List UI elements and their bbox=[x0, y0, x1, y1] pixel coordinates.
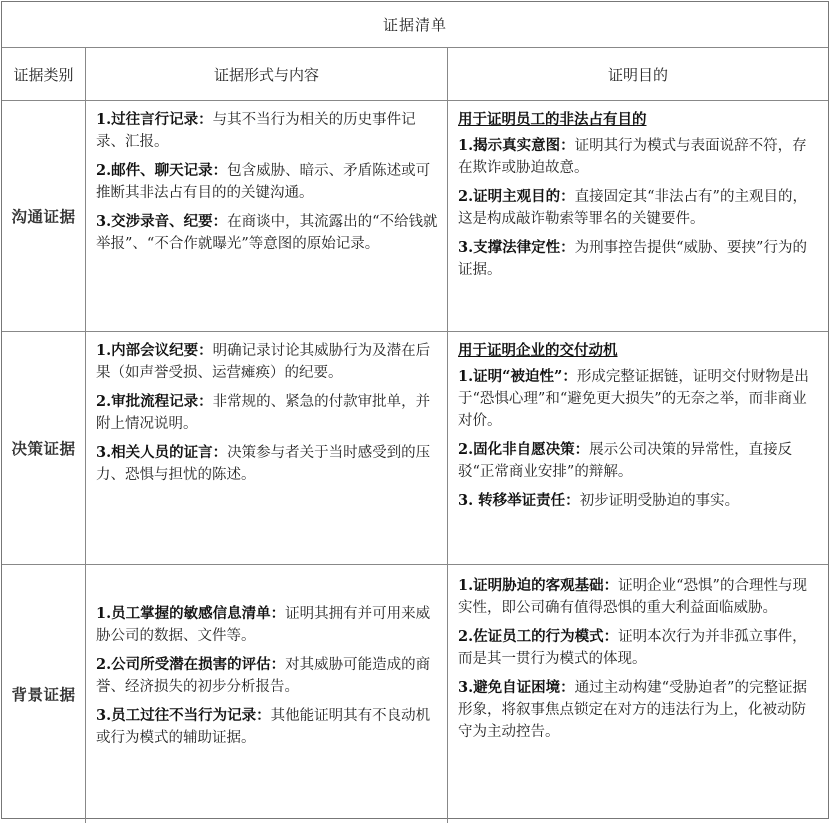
form-item: 2.公司所受潜在损害的评估：对其威胁可能造成的商誉、经济损失的初步分析报告。 bbox=[96, 656, 431, 695]
table-row bbox=[2, 101, 828, 332]
row-category: 背景证据 bbox=[2, 565, 86, 823]
table-row bbox=[2, 565, 828, 823]
form-item: 1.过往言行记录：与其不当行为相关的历史事件记录、汇报。 bbox=[96, 111, 416, 150]
form-item: 1.内部会议纪要：明确记录讨论其威胁行为及潜在后果（如声誉受损、运营瘫痪）的纪要。 bbox=[96, 342, 431, 381]
row-category: 决策证据 bbox=[2, 332, 86, 564]
purpose-item: 1.揭示真实意图：证明其行为模式与表面说辞不符，存在欺诈或胁迫故意。 bbox=[458, 137, 807, 176]
form-item: 3.交涉录音、纪要：在商谈中，其流露出的“不给钱就举报”、“不合作就曝光”等意图的原始记录。 bbox=[96, 213, 438, 252]
purpose-cell bbox=[448, 332, 828, 564]
purpose-item: 2.证明主观目的：直接固定其“非法占有”的主观目的，这是构成敲诈勒索等罪名的关键要件。 bbox=[458, 188, 807, 227]
purpose-item: 1.证明“被迫性”：形成完整证据链，证明交付财物是出于“恐惧心理”和“避免更大损失”的无奈之举，而非商业对价。 bbox=[458, 368, 809, 429]
purpose-item: 3.避免自证困境：通过主动构建“受胁迫者”的完整证据形象，将叙事焦点锁定在对方的违法行为上，化被动防守为主动控告。 bbox=[458, 679, 807, 740]
purpose-heading: 用于证明企业的交付动机 bbox=[458, 342, 618, 359]
evidence-table bbox=[1, 1, 829, 819]
table-row bbox=[2, 332, 828, 565]
purpose-item: 3.支撑法律定性：为刑事控告提供“威胁、要挟”行为的证据。 bbox=[458, 239, 807, 278]
purpose-item: 3. 转移举证责任：初步证明受胁迫的事实。 bbox=[458, 492, 740, 509]
form-item: 3.相关人员的证言：决策参与者关于当时感受到的压力、恐惧与担忧的陈述。 bbox=[96, 444, 431, 483]
form-item: 2.邮件、聊天记录：包含威胁、暗示、矛盾陈述或可推断其非法占有目的的关键沟通。 bbox=[96, 162, 431, 201]
table-title: 证据清单 bbox=[2, 2, 828, 48]
purpose-cell bbox=[448, 565, 828, 823]
purpose-cell bbox=[448, 101, 828, 331]
purpose-heading: 用于证明员工的非法占有目的 bbox=[458, 111, 647, 128]
purpose-item: 1.证明胁迫的客观基础：证明企业“恐惧”的合理性与现实性，即公司确有值得恐惧的重大利益面临威胁。 bbox=[458, 577, 807, 616]
form-item: 2.审批流程记录：非常规的、紧急的付款审批单，并附上情况说明。 bbox=[96, 393, 431, 432]
form-cell bbox=[86, 332, 448, 564]
header-row bbox=[2, 48, 828, 101]
header-form: 证据形式与内容 bbox=[86, 48, 448, 100]
form-cell bbox=[86, 565, 448, 823]
header-purpose: 证明目的 bbox=[607, 65, 668, 84]
purpose-item: 2.佐证员工的行为模式：证明本次行为并非孤立事件，而是其一贯行为模式的体现。 bbox=[458, 628, 807, 667]
form-cell bbox=[86, 101, 448, 331]
header-category: 证据类别 bbox=[2, 48, 86, 100]
form-item: 3.员工过往不当行为记录：其他能证明其有不良动机或行为模式的辅助证据。 bbox=[96, 707, 431, 746]
form-item: 1.员工掌握的敏感信息清单：证明其拥有并可用来威胁公司的数据、文件等。 bbox=[96, 605, 431, 644]
row-category: 沟通证据 bbox=[2, 101, 86, 331]
purpose-item: 2.固化非自愿决策：展示公司决策的异常性，直接反驳“正常商业安排”的辩解。 bbox=[458, 441, 793, 480]
